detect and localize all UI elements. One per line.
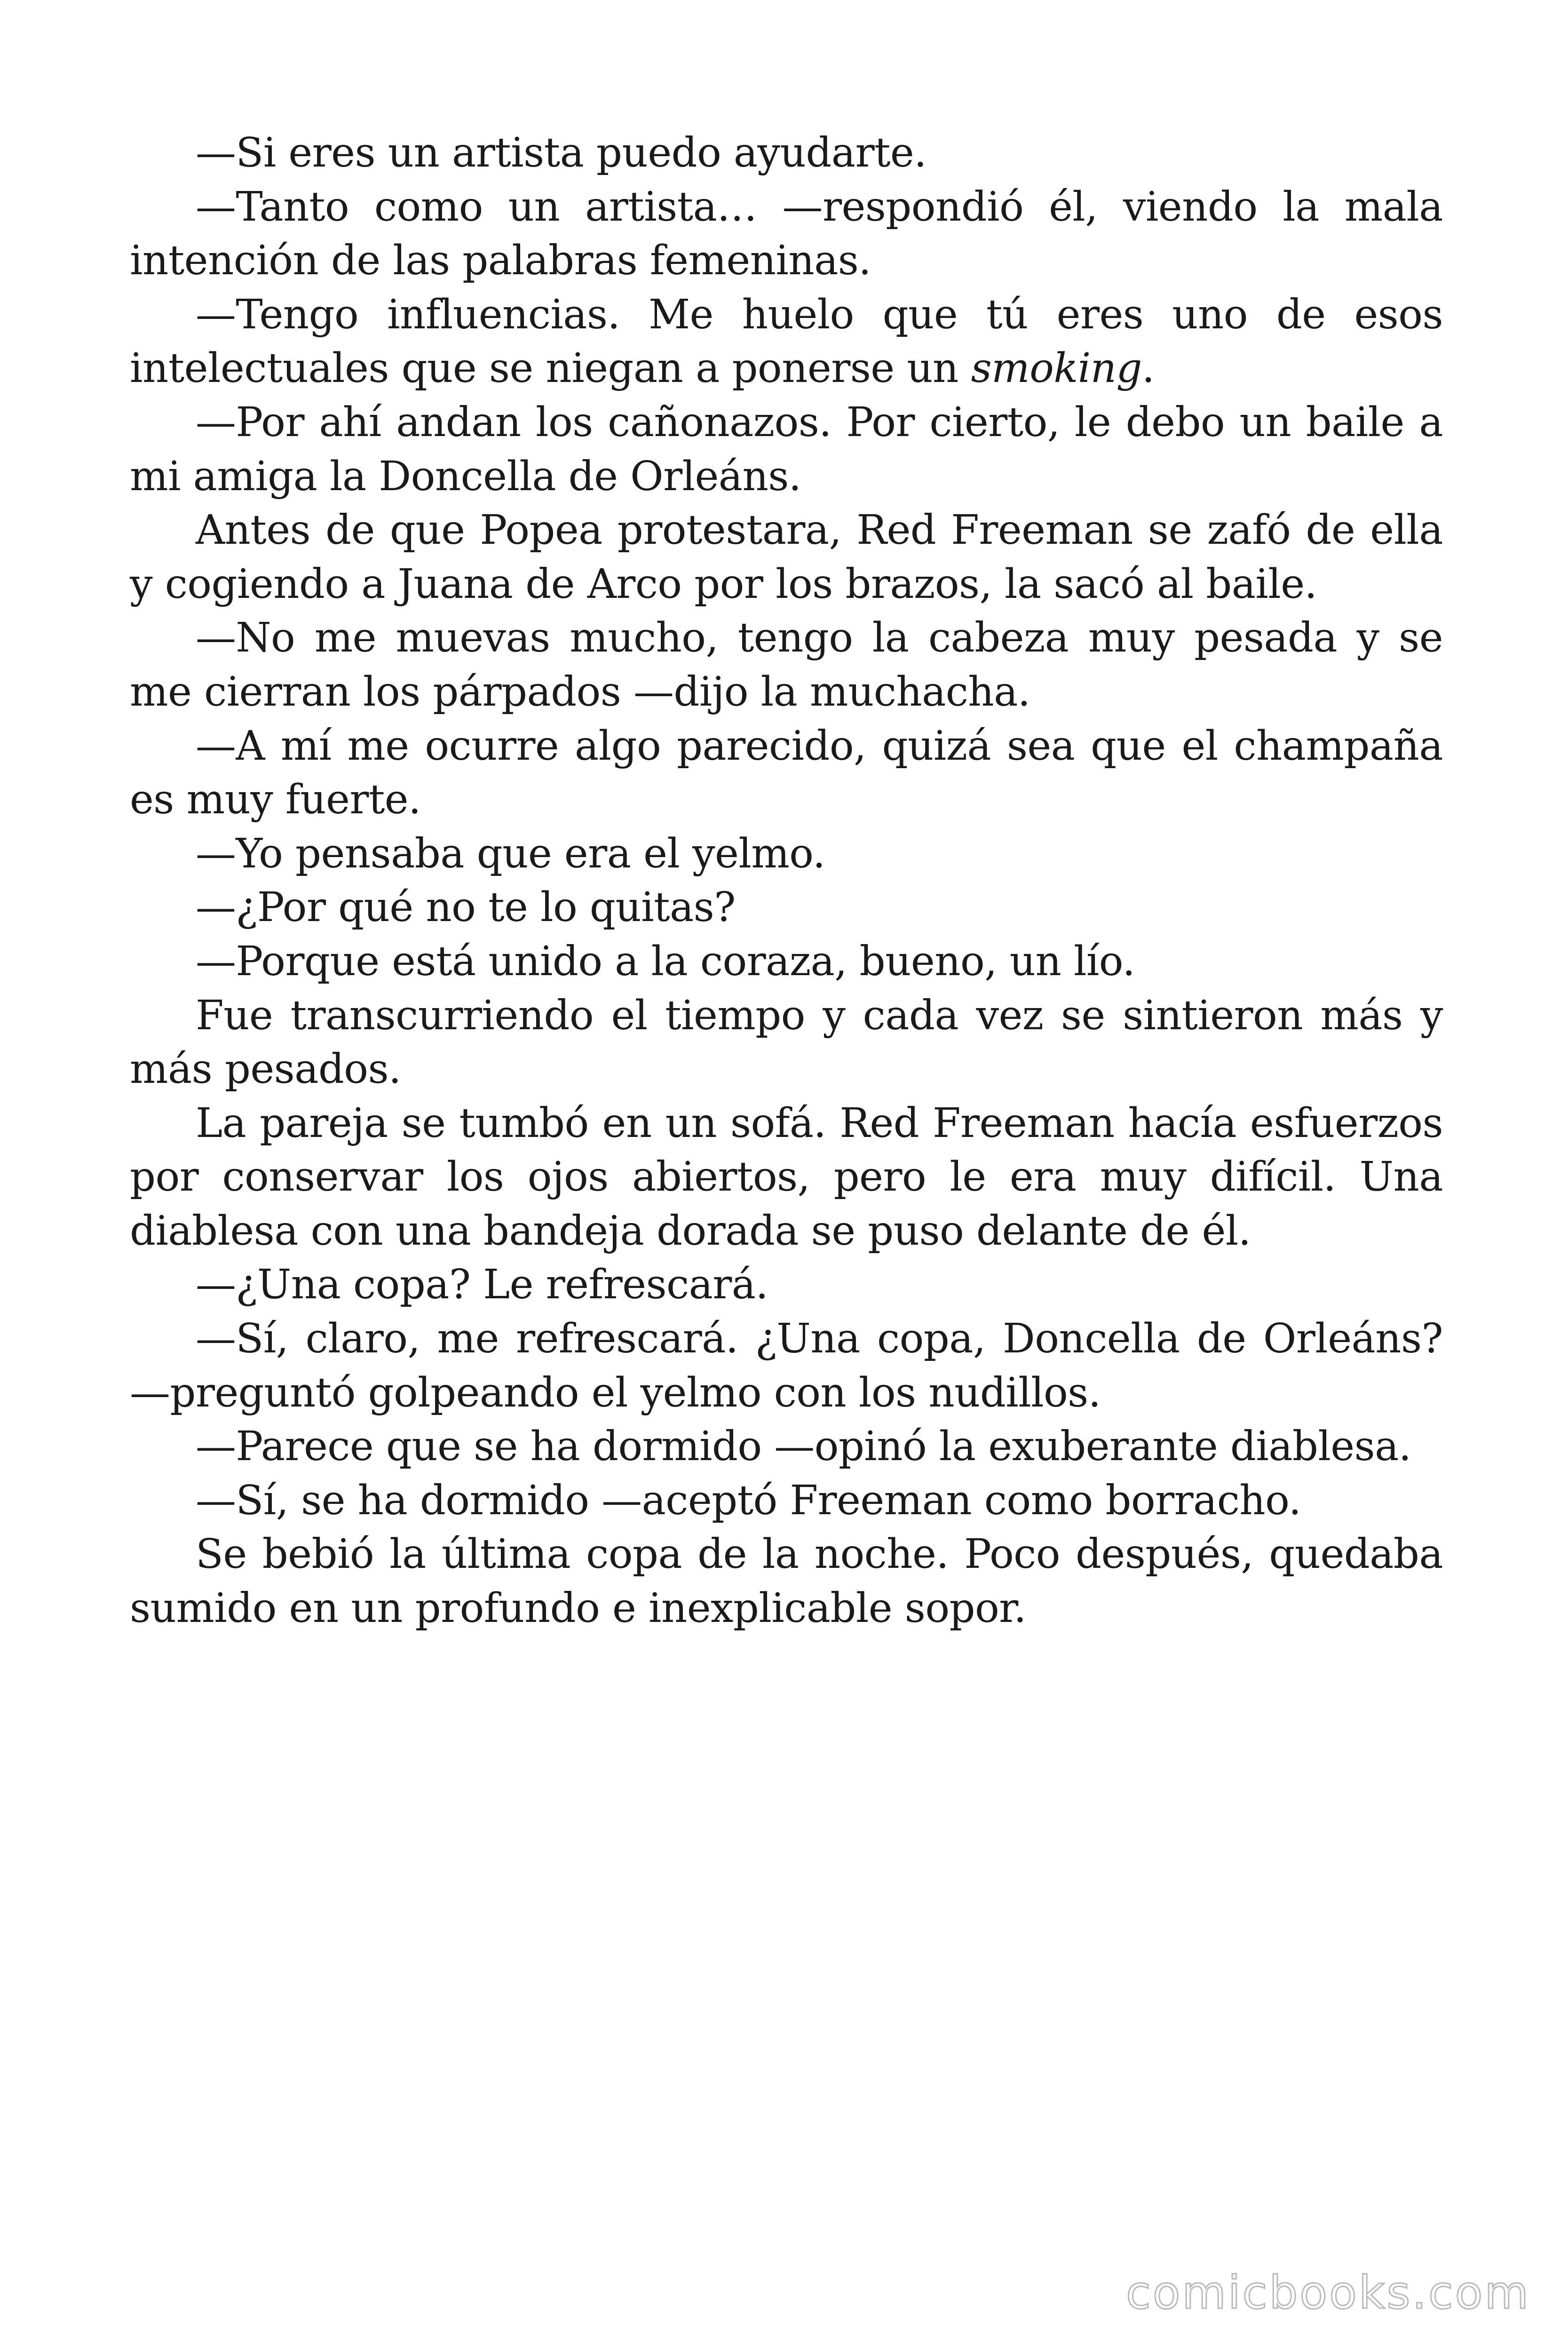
paragraph-6: —No me muevas mucho, tengo la cabeza muy pesada y se me cierran los párpados —dijo la muchacha. xyxy=(130,614,1443,715)
paragraph-3-text: —Tengo influencias. Me huelo que tú eres uno de esos intelectuales que se niegan a ponerse un xyxy=(130,291,1443,392)
paragraph-1: —Si eres un artista puedo ayudarte. xyxy=(196,129,927,176)
paragraph-3-end: . xyxy=(1141,345,1155,392)
paragraph-4: —Por ahí andan los cañonazos. Por cierto, le debo un baile a mi amiga la Doncella de Orleáns. xyxy=(130,398,1443,500)
book-page-text xyxy=(130,126,1443,1636)
paragraph-8: —Yo pensaba que era el yelmo. xyxy=(196,830,825,877)
paragraph-11: Fue transcurriendo el tiempo y cada vez se sintieron más y más pesados. xyxy=(130,992,1443,1093)
paragraph-5: Antes de que Popea protestara, Red Freeman se zafó de ella y cogiendo a Juana de Arco por los brazos, la sacó al baile. xyxy=(130,507,1443,608)
paragraph-10: —Porque está unido a la coraza, bueno, un lío. xyxy=(196,938,1135,985)
paragraph-3 xyxy=(130,288,1443,396)
paragraph-9: —¿Por qué no te lo quitas? xyxy=(196,884,736,931)
paragraph-16: —Sí, se ha dormido —aceptó Freeman como borracho. xyxy=(196,1477,1301,1524)
paragraph-7: —A mí me ocurre algo parecido, quizá sea que el champaña es muy fuerte. xyxy=(130,722,1443,824)
watermark: comicbooks.com xyxy=(1125,2266,1530,2319)
paragraph-15: —Parece que se ha dormido —opinó la exuberante diablesa. xyxy=(196,1423,1411,1470)
paragraph-14: —Sí, claro, me refrescará. ¿Una copa, Doncella de Orleáns? —preguntó golpeando el yelmo con los nudillos. xyxy=(130,1315,1443,1416)
paragraph-2: —Tanto como un artista… —respondió él, viendo la mala intención de las palabras femeninas. xyxy=(130,183,1443,285)
paragraph-17: Se bebió la última copa de la noche. Poco después, quedaba sumido en un profundo e inexplicable sopor. xyxy=(130,1531,1443,1632)
italic-word: smoking xyxy=(971,345,1142,392)
paragraph-13: —¿Una copa? Le refrescará. xyxy=(196,1261,768,1309)
paragraph-12: La pareja se tumbó en un sofá. Red Freeman hacía esfuerzos por conservar los ojos abiertos, pero le era muy difícil. Una diablesa con una bandeja dorada se puso delante de él. xyxy=(130,1099,1443,1255)
